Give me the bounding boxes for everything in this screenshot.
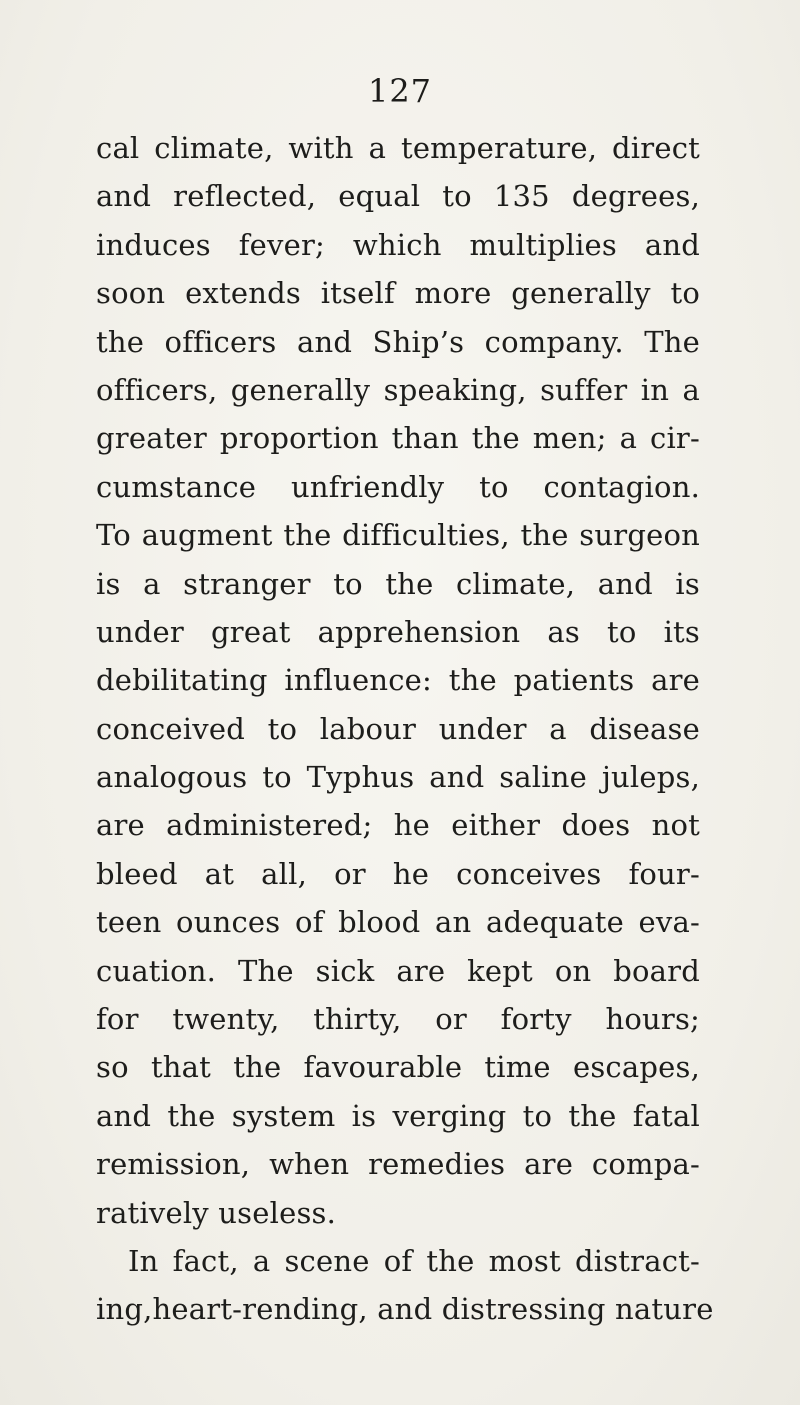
text-line: is a stranger to the climate, and is	[96, 566, 700, 601]
body-text	[96, 124, 714, 1334]
text-line: the officers and Ship’s company. The	[96, 324, 700, 359]
text-line: and reflected, equal to 135 degrees,	[96, 179, 700, 214]
text-line: cuation. The sick are kept on board	[96, 953, 700, 988]
text-line: officers, generally speaking, suffer in a	[96, 372, 700, 407]
text-line: In fact, a scene of the most distract-	[128, 1243, 700, 1278]
text-line: greater proportion than the men; a cir-	[96, 421, 700, 456]
text-line: ratively useless.	[96, 1195, 337, 1230]
text-line: To augment the difficulties, the surgeon	[96, 518, 700, 553]
text-line: debilitating influence: the patients are	[96, 663, 700, 698]
text-line: conceived to labour under a disease	[96, 711, 700, 746]
text-line: and the system is verging to the fatal	[96, 1098, 700, 1133]
text-line: so that the favourable time escapes,	[96, 1050, 700, 1085]
text-line: ing,heart-rending, and distressing nature	[96, 1292, 714, 1327]
text-line: remission, when remedies are compa-	[96, 1147, 700, 1182]
text-line: bleed at all, or he conceives four-	[96, 856, 700, 891]
page-number: 127	[367, 72, 433, 110]
text-line: cal climate, with a temperature, direct	[96, 131, 700, 165]
text-line: cumstance unfriendly to contagion.	[96, 469, 700, 504]
text-line: for twenty, thirty, or forty hours;	[96, 1002, 700, 1037]
text-line: soon extends itself more generally to	[96, 276, 700, 311]
text-line: under great apprehension as to its	[96, 614, 700, 649]
text-line: induces fever; which multiplies and	[96, 227, 700, 262]
text-line: are administered; he either does not	[96, 808, 700, 843]
text-line: teen ounces of blood an adequate eva-	[96, 905, 700, 940]
text-line: analogous to Typhus and saline juleps,	[96, 760, 700, 795]
